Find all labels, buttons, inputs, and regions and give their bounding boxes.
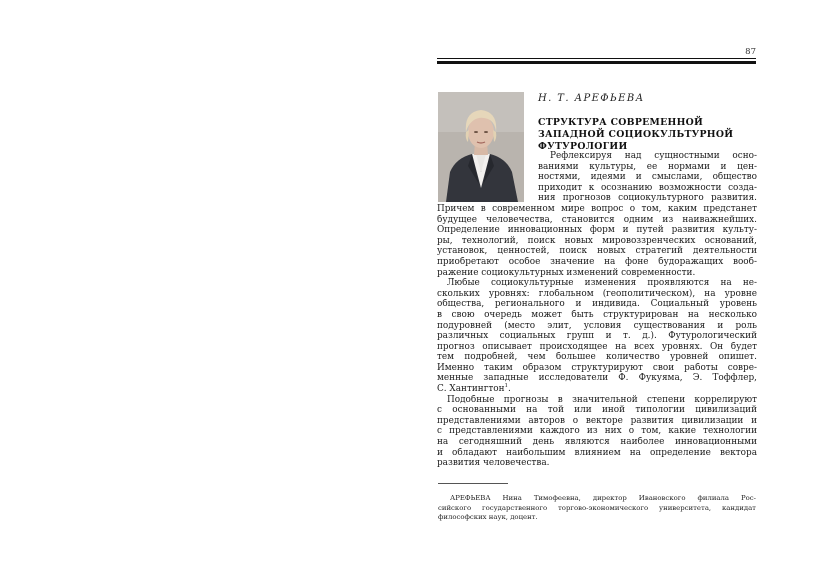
- header-rule-thin: [437, 58, 756, 59]
- body-line: в свою очередь может быть структурирован на несколько: [437, 309, 757, 320]
- body-line: общества, регионального и индивида. Социальный уровень: [437, 299, 757, 310]
- body-line: Причем в современном мире вопрос о том, каким предстанет: [437, 203, 757, 214]
- body-line: приходит к осознанию возможности созда-: [538, 182, 757, 193]
- title-line: ФУТУРОЛОГИИ: [538, 141, 628, 152]
- article-title: [538, 117, 758, 153]
- body-line: на сегодняшний день являются наиболее инновационными: [437, 437, 757, 448]
- body-line: ваниями культуры, ее нормами и цен-: [538, 161, 757, 172]
- body-line: менные западные исследователи Ф. Фукуяма, Э. Тоффлер,: [437, 373, 757, 384]
- body-line: тем подробней, чем большее количество уровней опишет.: [437, 352, 757, 363]
- author-footnote: [438, 494, 756, 523]
- footnote-marker: 1: [504, 383, 509, 390]
- body-line: скольких уровнях: глобальном (геополитическом), на уровне: [437, 288, 757, 299]
- body-line: и обладают наибольшим влиянием на определение вектора: [437, 447, 757, 458]
- body-line: ражение социокультурных изменений современности.: [437, 267, 696, 278]
- body-wrapped-region: [437, 151, 757, 204]
- footnote-divider: [438, 483, 508, 484]
- page-number: 87: [745, 47, 756, 57]
- body-line-text: С. Хантингтон: [437, 384, 505, 395]
- body-line: приобретают особое значение на фоне будоражащих вооб-: [437, 256, 757, 267]
- footnote-line: философских наук, доцент.: [438, 513, 538, 521]
- header-rule-thick: [437, 61, 756, 64]
- title-line: ЗАПАДНОЙ СОЦИОКУЛЬТУРНОЙ: [538, 129, 734, 140]
- body-line-with-footnote: [437, 384, 757, 395]
- title-line: СТРУКТУРА СОВРЕМЕННОЙ: [538, 117, 704, 128]
- body-line: с представлениями каждого из них о том, какие технологии: [437, 426, 757, 437]
- body-line: ры, технологий, поиск новых мировоззренческих оснований,: [437, 235, 757, 246]
- body-line: с основанными на той или иной типологии цивилизаций: [437, 405, 757, 416]
- body-line: Любые социокультурные изменения проявляются на не-: [447, 278, 757, 289]
- footnote-line: сийского государственного торгово-экономического университета, кандидат: [438, 503, 756, 512]
- body-line: Именно таким образом структурируют свои работы совре-: [437, 362, 757, 373]
- body-line: ностями, идеями и смыслами, общество: [538, 172, 757, 183]
- body-line: развития человечества.: [437, 458, 550, 469]
- body-line: различных социальных групп и т. д.). Футурологический: [437, 331, 757, 342]
- body-line: прогноз описывает происходящее на всех уровнях. Он будет: [437, 341, 757, 352]
- article-body: [437, 151, 757, 469]
- body-line: подуровней (место элит, условия существования и роль: [437, 320, 757, 331]
- body-line: представлениями авторов о векторе развития цивилизации и: [437, 415, 757, 426]
- body-line: Рефлексируя над сущностными осно-: [550, 151, 757, 161]
- body-line: Определение инновационных форм и путей развития культу-: [437, 225, 757, 236]
- footnote-line: АРЕФЬЕВА Нина Тимофеевна, директор Ивановского филиала Рос-: [450, 494, 756, 502]
- body-line: установок, ценностей, поиск новых стратегий деятельности: [437, 246, 757, 257]
- body-line: Подобные прогнозы в значительной степени коррелируют: [447, 394, 757, 405]
- footnote-trail: .: [508, 384, 511, 395]
- body-line: будущее человечества, становится одним из наиважнейших.: [437, 214, 757, 225]
- author-name: Н. Т. АРЕФЬЕВА: [538, 93, 645, 104]
- body-line: ния прогнозов социокультурного развития.: [538, 193, 757, 204]
